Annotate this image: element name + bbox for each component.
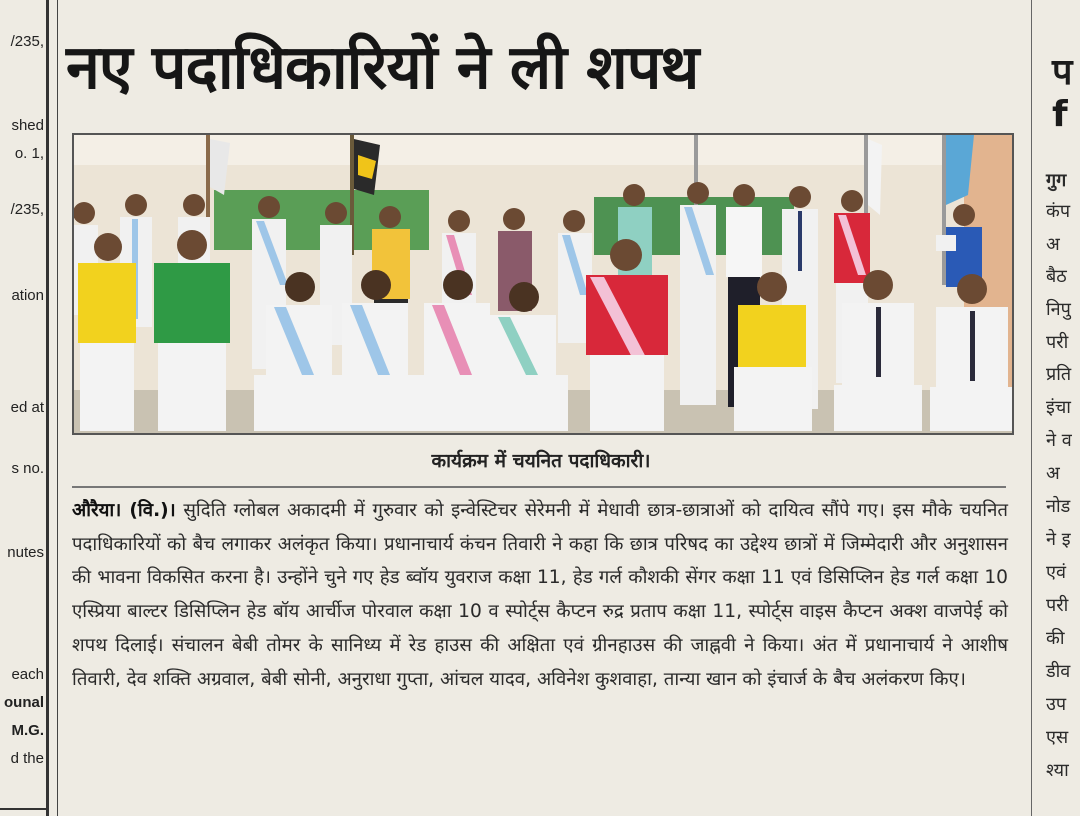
left-text-fragment: o. 1,	[14, 145, 44, 162]
left-text-fragment: M.G.	[11, 722, 44, 739]
left-text-fragment: each	[11, 666, 44, 683]
group-photo	[72, 133, 1014, 435]
right-text-fragment: ने व	[1046, 430, 1072, 451]
right-text-fragment: अ	[1046, 234, 1060, 255]
right-text-fragment: नोड	[1046, 496, 1071, 517]
column-divider	[0, 808, 48, 810]
column-divider	[1031, 0, 1032, 816]
left-text-fragment: /235,	[10, 33, 44, 50]
article-dateline: औरैया। (वि.)।	[72, 500, 176, 521]
right-text-fragment: अ	[1046, 463, 1060, 484]
left-text-fragment: /235,	[10, 201, 44, 218]
right-text-fragment: एस	[1046, 727, 1069, 748]
right-text-fragment: निपु	[1046, 299, 1071, 320]
left-text-fragment: ed at	[10, 399, 44, 416]
caption-divider	[72, 486, 1006, 488]
right-text-fragment: की	[1046, 628, 1065, 649]
left-text-fragment: ation	[11, 287, 44, 304]
article-headline: नए पदाधिकारियों ने ली शपथ	[66, 32, 699, 103]
right-text-fragment: परी	[1046, 332, 1069, 353]
photo-caption: कार्यक्रम में चयनित पदाधिकारी।	[431, 450, 651, 472]
left-text-fragment: shed	[11, 117, 44, 134]
right-text-fragment: उप	[1046, 694, 1067, 715]
group-photo-illustration	[74, 135, 1012, 433]
right-text-fragment: एवं	[1046, 562, 1066, 583]
right-text-fragment: बैठ	[1046, 266, 1067, 287]
left-text-fragment: nutes	[7, 544, 44, 561]
left-text-fragment: s no.	[11, 460, 44, 477]
right-text-fragment: डीव	[1046, 661, 1071, 682]
right-text-fragment: परी	[1046, 595, 1069, 616]
right-text-fragment: ने इ	[1046, 529, 1071, 550]
right-heading-fragment: f	[1052, 94, 1068, 135]
right-text-fragment: श्या	[1046, 760, 1069, 781]
article-body	[72, 494, 1008, 696]
left-column-fragment	[0, 0, 46, 816]
left-text-fragment: d the	[10, 750, 44, 767]
column-divider	[46, 0, 49, 816]
right-text-fragment: प्रति	[1046, 364, 1072, 385]
right-column-fragment	[1040, 0, 1080, 816]
column-divider	[57, 0, 58, 816]
right-text-fragment: कंप	[1046, 201, 1071, 222]
article-body-text: सुदिति ग्लोबल अकादमी में गुरुवार को इन्वेस्टिचर सेरेमनी में मेधावी छात्र-छात्राओं को दायित्व सौंपे गए। इस मौके चयनित पदाधिकारियों को बैच लगाकर अलंकृत किया। प्रधानाचार्य कंचन तिवारी ने कहा कि छात्र परिषद का उद्देश्य छात्रों में जिम्मेदारी और अनुशासन की भावना विकसित करना है। उन्होंने चुने गए हेड ब्वॉय युवराज कक्षा 11, हेड गर्ल कौशकी सेंगर कक्षा 11 एवं डिसिप्लिन हेड गर्ल कक्षा 10 एस्प्रिया बाल्टर डिसिप्लिन हेड बॉय आर्चीज पोरवाल कक्षा 10 व स्पोर्ट्स कैप्टन रुद्र प्रताप कक्षा 11, स्पोर्ट्स वाइस कैप्टन अक्श वाजपेई को शपथ दिलाई। संचालन बेबी तोमर के सानिध्य में रेड हाउस की अक्षिता एवं ग्रीनहाउस की जाह्नवी ने किया। अंत में प्रधानाचार्य ने आशीष तिवारी, देव शक्ति अग्रवाल, बेबी सोनी, अनुराधा गुप्ता, आंचल यादव, अविनेश कुशवाहा, तान्या खान को इंचार्ज के बैच अलंकरण किए।	[72, 500, 1008, 690]
right-heading-fragment: प	[1052, 52, 1073, 93]
right-text-fragment: इंचा	[1046, 397, 1071, 418]
right-text-fragment: गुग	[1046, 170, 1067, 191]
left-text-fragment: ounal	[4, 694, 44, 711]
